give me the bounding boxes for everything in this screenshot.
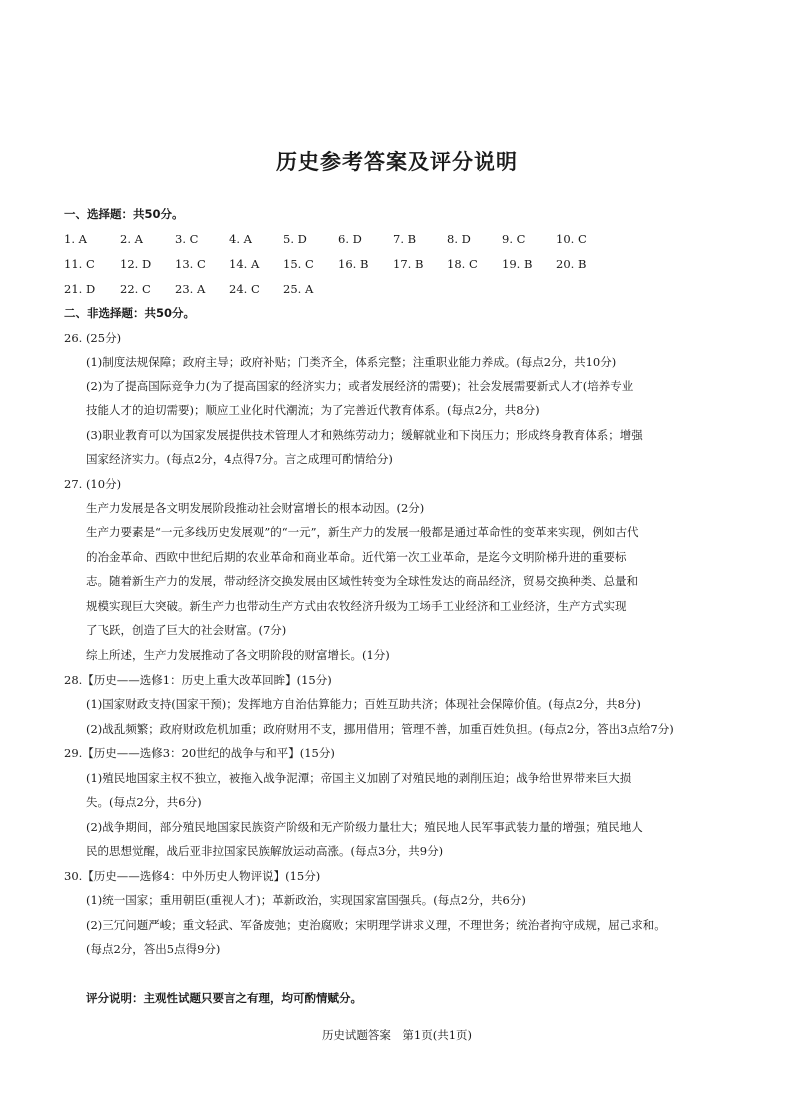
choice-answer: 25. A: [283, 282, 314, 296]
choice-answer: 7. B: [393, 232, 417, 246]
q27-line: 志。随着新生产力的发展，带动经济交换发展由区域性转变为全球性发达的商品经济，贸易交换种类、总量和: [86, 574, 638, 588]
choice-answer: 6. D: [338, 232, 362, 246]
choice-answer: 21. D: [64, 282, 96, 296]
choice-answer: 1. A: [64, 232, 87, 246]
section2-heading: 二、非选择题：共50分。: [64, 306, 196, 320]
q28-line: (1)国家财政支持(国家干预)；发挥地方自治估算能力；百姓互助共济；体现社会保障价值。(每点2分，共8分): [86, 697, 641, 711]
q27-line: 综上所述，生产力发展推动了各文明阶段的财富增长。(1分): [86, 648, 390, 662]
choice-answer: 5. D: [283, 232, 307, 246]
q26-line: 技能人才的迫切需要)；顺应工业化时代潮流；为了完善近代教育体系。(每点2分，共8分): [86, 403, 540, 417]
choice-answer: 16. B: [338, 257, 369, 271]
choice-answer: 23. A: [175, 282, 206, 296]
choice-answer: 3. C: [175, 232, 199, 246]
q28-heading: 28.【历史——选修1：历史上重大改革回眸】(15分): [64, 673, 332, 687]
q26-line: 国家经济实力。(每点2分，4点得7分。言之成理可酌情给分): [86, 452, 393, 466]
q27-heading: 27. (10分): [64, 477, 122, 491]
choice-answer: 17. B: [393, 257, 424, 271]
q27-line: 生产力发展是各文明发展阶段推动社会财富增长的根本动因。(2分): [86, 501, 425, 515]
q29-line: 民的思想觉醒，战后亚非拉国家民族解放运动高涨。(每点3分，共9分): [86, 844, 444, 858]
choice-answer: 15. C: [283, 257, 314, 271]
choice-answer: 10. C: [556, 232, 587, 246]
q29-line: (2)战争期间，部分殖民地国家民族资产阶级和无产阶级力量壮大；殖民地人民军事武装力量的增强；殖民地人: [86, 820, 643, 834]
q26-heading: 26. (25分): [64, 331, 122, 345]
section1-heading: 一、选择题：共50分。: [64, 207, 184, 221]
q28-line: (2)战乱频繁；政府财政危机加重；政府财用不支，挪用借用；管理不善，加重百姓负担。(每点2分，答出3点给7分): [86, 722, 674, 736]
grading-note: 评分说明：主观性试题只要言之有理，均可酌情赋分。: [86, 991, 362, 1005]
choice-answer: 8. D: [447, 232, 471, 246]
choice-answer: 9. C: [502, 232, 526, 246]
choice-answer: 24. C: [229, 282, 260, 296]
choice-answer: 20. B: [556, 257, 587, 271]
q27-line: 的冶金革命、西欧中世纪后期的农业革命和商业革命。近代第一次工业革命，是迄今文明阶梯升进的重要标: [86, 550, 627, 564]
q30-heading: 30.【历史——选修4：中外历史人物评说】(15分): [64, 869, 321, 883]
choice-answer: 2. A: [120, 232, 143, 246]
q27-line: 了飞跃，创造了巨大的社会财富。(7分): [86, 623, 287, 637]
q26-line: (1)制度法规保障；政府主导；政府补贴；门类齐全，体系完整；注重职业能力养成。(每点2分，共10分): [86, 355, 617, 369]
choice-answer: 11. C: [64, 257, 95, 271]
q26-line: (2)为了提高国际竞争力(为了提高国家的经济实力；或者发展经济的需要)；社会发展需要新式人才(培养专业: [86, 379, 634, 393]
page-title: 历史参考答案及评分说明: [276, 150, 518, 174]
q30-line: (1)统一国家；重用朝臣(重视人才)；革新政治，实现国家富国强兵。(每点2分，共6分): [86, 893, 526, 907]
choice-answer: 18. C: [447, 257, 478, 271]
q29-heading: 29.【历史——选修3：20世纪的战争与和平】(15分): [64, 746, 335, 760]
q29-line: 失。(每点2分，共6分): [86, 795, 202, 809]
choice-answer: 19. B: [502, 257, 533, 271]
q30-line: (每点2分，答出5点得9分): [86, 942, 221, 956]
q30-line: (2)三冗问题严峻；重文轻武、军备废弛；吏治腐败；宋明理学讲求义理，不理世务；统治者拘守成规，屈己求和。: [86, 918, 666, 932]
q27-line: 生产力要素是“一元多线历史发展观”的“一元”，新生产力的发展一般都是通过革命性的变革来实现，例如古代: [86, 525, 639, 539]
choice-answer: 4. A: [229, 232, 252, 246]
choice-answer: 13. C: [175, 257, 206, 271]
choice-answer: 14. A: [229, 257, 260, 271]
choice-answer: 22. C: [120, 282, 151, 296]
page-footer: 历史试题答案 第1页(共1页): [321, 1028, 473, 1042]
q26-line: (3)职业教育可以为国家发展提供技术管理人才和熟练劳动力；缓解就业和下岗压力；形成终身教育体系；增强: [86, 428, 643, 442]
q27-line: 规模实现巨大突破。新生产力也带动生产方式由农牧经济升级为工场手工业经济和工业经济，生产方式实现: [86, 599, 627, 613]
choice-answer: 12. D: [120, 257, 152, 271]
q29-line: (1)殖民地国家主权不独立，被拖入战争泥潭；帝国主义加剧了对殖民地的剥削压迫；战争给世界带来巨大损: [86, 771, 632, 785]
